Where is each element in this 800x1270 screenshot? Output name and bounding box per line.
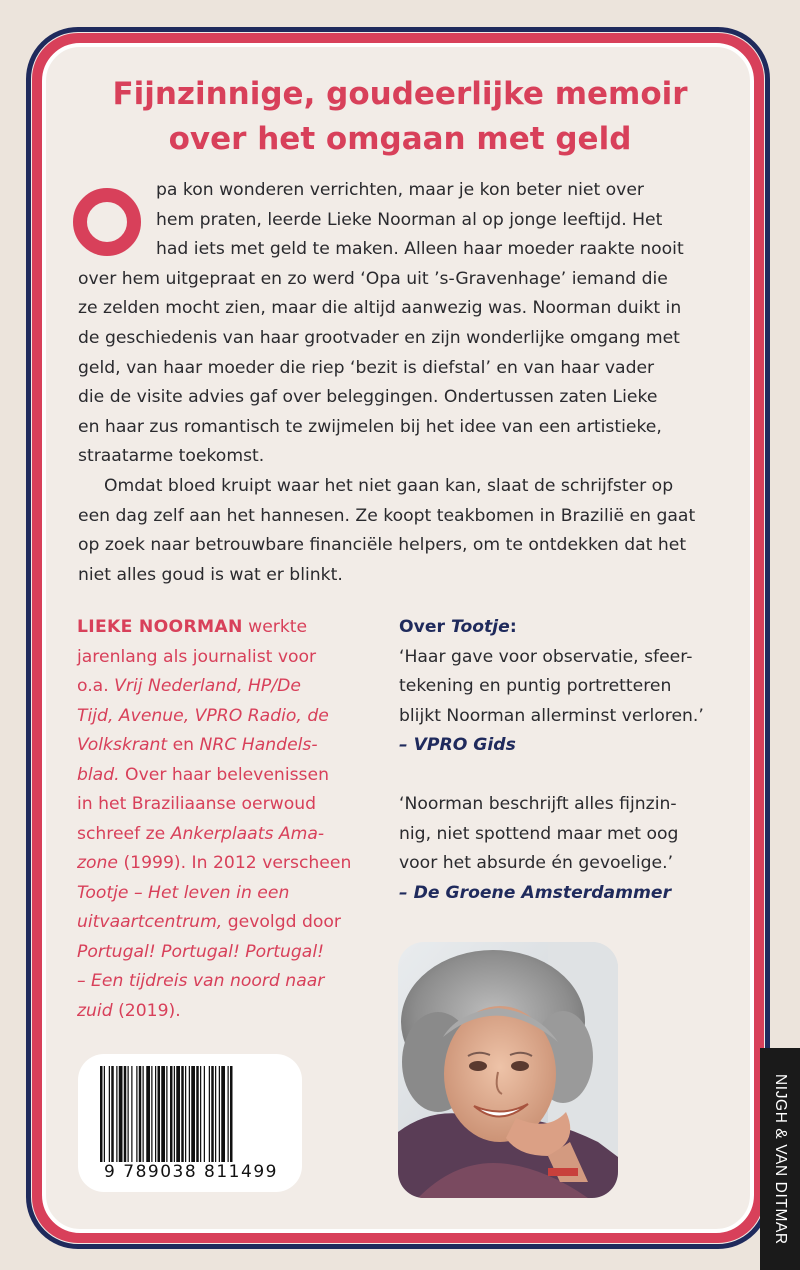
publisher-spine [760,1048,800,1270]
blurb-line: op zoek naar betrouwbare financiële helpers, om te ontdekken dat het [78,535,687,556]
bio-title: zone [77,853,119,873]
quote-source: – De Groene Amsterdammer [399,882,672,903]
bio-text: Over haar belevenissen [119,764,329,785]
blurb-line: straatarme toekomst. [78,446,265,467]
bio-title: Volkskrant [77,735,168,755]
blurb-line: en haar zus romantisch te zwijmelen bij het idee van een artistieke, [78,416,662,437]
bio-text: (1999). In 2012 verscheen [118,853,352,873]
blurb-text [78,176,738,590]
isbn-number: 9 789038 811499 [104,1162,278,1182]
quote-source: – VPRO Gids [399,735,516,755]
barcode-icon [98,1066,283,1162]
quotes-heading-colon: : [509,617,517,637]
bio-title: NRC Handels- [199,735,318,755]
author-bio [77,613,377,1026]
quote-line: ‘Haar gave voor observatie, sfeer- [399,646,693,667]
bio-text: en [167,735,200,755]
bio-line: jarenlang als journalist voor [77,646,317,667]
bio-title: Vrij Nederland, HP/De [114,676,301,696]
blurb-line: pa kon wonderen verrichten, maar je kon beter niet over [156,180,644,200]
quote-line: tekening en puntig portretteren [399,676,672,696]
bio-title: – Een tijdreis van noord naar [77,971,325,991]
bio-title: zuid [77,1000,113,1021]
blurb-line: ze zelden mocht zien, maar die altijd aanwezig was. Noorman duikt in [78,298,682,319]
bio-title: Tijd, Avenue, VPRO Radio, de [77,705,329,726]
blurb-line: hem praten, leerde Lieke Noorman al op jonge leeftijd. Het [156,209,663,230]
bio-text: (2019). [112,1000,181,1021]
quote-line: blijkt Noorman allerminst verloren.’ [399,705,704,726]
headline [60,72,740,162]
bio-text: o.a. [77,676,115,696]
blurb-line: Omdat bloed kruipt waar het niet gaan kan, slaat de schrijfster op [104,475,674,496]
author-photo [398,942,618,1198]
author-name: LIEKE NOORMAN [77,617,243,637]
blurb-line: had iets met geld te maken. Alleen haar moeder raakte nooit [156,239,684,260]
quote-line: ‘Noorman beschrijft alles fijnzin- [399,794,677,814]
bio-title: uitvaartcentrum, [77,912,223,932]
bio-text: schreef ze [77,823,171,844]
blurb-line: over hem uitgepraat en zo werd ‘Opa uit ’s-Gravenhage’ iemand die [78,268,668,289]
quote-line: nig, niet spottend maar met oog [399,823,679,844]
bio-title: blad. [77,764,120,785]
bio-title: Portugal! Portugal! Portugal! [77,941,324,962]
headline-line-1: Fijnzinnige, goudeerlijke memoir [112,76,688,112]
quotes-heading [399,613,739,643]
blurb-line: de geschiedenis van haar grootvader en zijn wonderlijke omgang met [78,327,680,348]
quotes-heading-text: Over [399,617,451,637]
headline-line-2: over het omgaan met geld [168,121,632,157]
bio-text: gevolgd door [222,912,341,932]
quotes-heading-title: Tootje [450,617,510,637]
bio-text: werkte [242,617,308,637]
blurb-line: een dag zelf aan het hannesen. Ze koopt teakbomen in Brazilië en gaat [78,505,696,526]
blurb-line: geld, van haar moeder die riep ‘bezit is diefstal’ en van haar vader [78,357,655,378]
author-portrait-icon [398,942,618,1198]
press-quotes [399,613,739,908]
bio-title: Ankerplaats Ama- [170,823,325,844]
quote-line: voor het absurde én gevoelige.’ [399,853,674,873]
bio-line: in het Braziliaanse oerwoud [77,794,317,814]
blurb-line: niet alles goud is wat er blinkt. [78,564,343,585]
blurb-line: die de visite advies gaf over beleggingen. Ondertussen zaten Lieke [78,387,658,408]
bio-title: Tootje – Het leven in een [77,882,290,903]
publisher-name: NIJGH & VAN DITMAR [772,1073,789,1245]
